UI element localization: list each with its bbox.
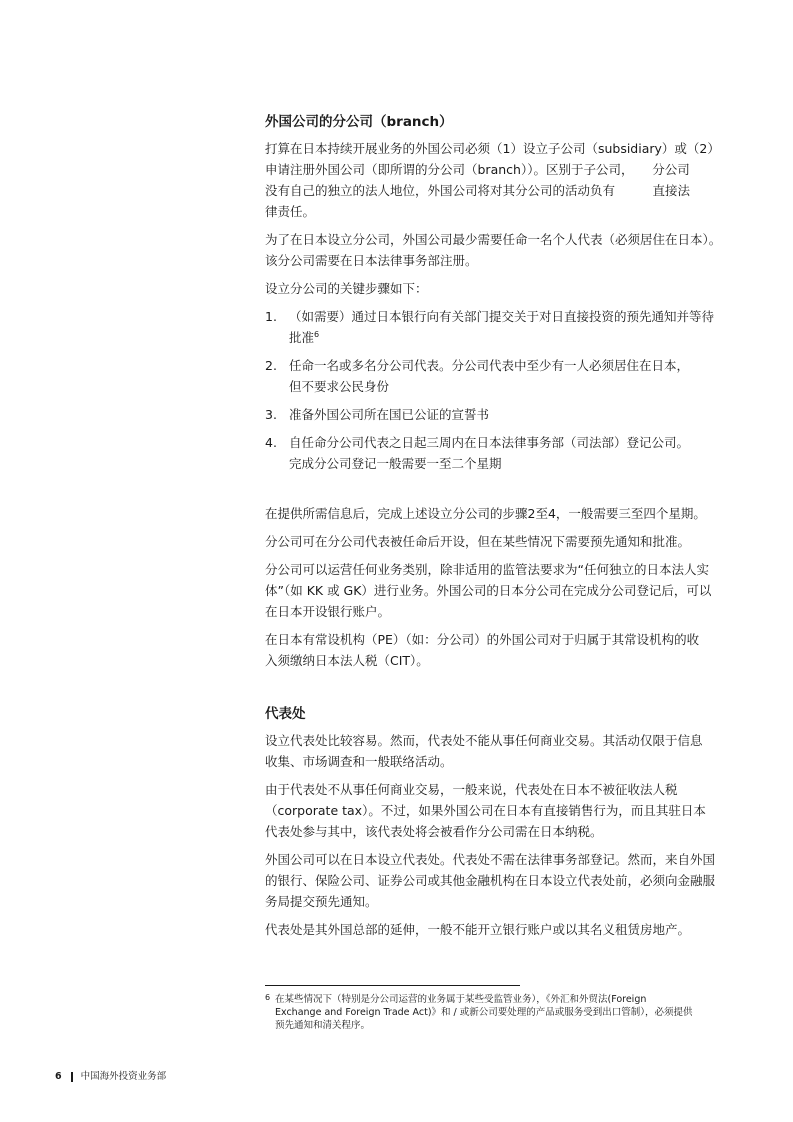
text-line: 自任命分公司代表之日起三周内在日本法律事务部（司法部）登记公司。	[289, 435, 690, 450]
page-number: 6	[55, 1071, 62, 1082]
text-line: （corporate tax）。不过，如果外国公司在日本有直接销售行为，而且其驻日本	[265, 803, 706, 818]
text-line: 在日本开设银行账户。	[265, 604, 391, 619]
rep-office-paragraph-1	[265, 730, 755, 772]
text-line: 设立代表处比较容易。然而，代表处不能从事任何商业交易。其活动仅限于信息	[265, 733, 703, 748]
text-line: 收集、市场调查和一般联络活动。	[265, 754, 453, 769]
branch-paragraph-2	[265, 229, 755, 271]
footnote-reference[interactable]: 6	[314, 329, 320, 339]
text-line: 外国公司可以在日本设立代表处。代表处不需在法律事务部登记。然而，来自外国	[265, 852, 716, 867]
list-number: 3.	[265, 407, 277, 422]
branch-heading: 外国公司的分公司（branch）	[265, 114, 453, 130]
text-line: 的银行、保险公司、证券公司或其他金融机构在日本设立代表处前，必须向金融服	[265, 873, 716, 888]
footnote-text	[265, 993, 745, 1032]
footer-separator	[71, 1072, 73, 1082]
text-line: 务局提交预先通知。	[265, 894, 378, 909]
text-line: 打算在日本持续开展业务的外国公司必须（1）设立子公司（subsidiary）或（2）	[265, 141, 720, 156]
list-item	[265, 355, 755, 397]
spacer	[265, 483, 755, 503]
branch-paragraph-1	[265, 138, 755, 222]
list-item	[265, 306, 755, 348]
text-line: 由于代表处不从事任何商业交易，一般来说，代表处在日本不被征收法人税	[265, 782, 678, 797]
text-line: 为了在日本设立分公司，外国公司最少需要任命一名个人代表（必须居住在日本）。	[265, 232, 722, 247]
footnote	[265, 993, 745, 1032]
rep-office-paragraph-4: 代表处是其外国总部的延伸，一般不能开立银行账户或以其名义租赁房地产。	[265, 922, 691, 937]
page-footer	[55, 1071, 166, 1083]
text-line: 在日本有常设机构（PE）（如：分公司）的外国公司对于归属于其常设机构的收	[265, 632, 700, 647]
list-number: 1.	[265, 309, 277, 324]
rep-office-paragraph-3	[265, 849, 755, 912]
main-content	[265, 112, 755, 947]
text-line: 准备外国公司所在国已公证的宣誓书	[289, 407, 490, 422]
text-line: 预先通知和清关程序。	[275, 1020, 371, 1031]
branch-paragraph-5: 分公司可在分公司代表被任命后开设，但在某些情况下需要预先通知和批准。	[265, 534, 691, 549]
text-line: 代表处参与其中，该代表处将会被看作分公司需在日本纳税。	[265, 824, 603, 839]
text-line: 申请注册外国公司（即所谓的分公司（branch））。区别于子公司， 分公司	[265, 162, 690, 177]
footnote-mark: 6	[265, 993, 271, 1002]
text-line: 该分公司需要在日本法律事务部注册。	[265, 253, 478, 268]
text-line: 完成分公司登记一般需要一至二个星期	[289, 456, 502, 471]
text-line: 但不要求公民身份	[289, 379, 390, 394]
list-number: 2.	[265, 358, 277, 373]
text-line	[289, 327, 755, 348]
spacer	[265, 678, 755, 704]
branch-paragraph-3: 设立分公司的关键步骤如下：	[265, 281, 428, 296]
rep-office-heading: 代表处	[265, 706, 306, 722]
footnote-divider	[265, 985, 520, 986]
branch-steps-list	[265, 306, 755, 474]
text-line: （如需要）通过日本银行向有关部门提交关于对日直接投资的预先通知并等待	[289, 309, 715, 324]
text-line: Exchange and Foreign Trade Act)》和 / 或新公司要处理的产品或服务受到出口管制），必须提供	[275, 1007, 693, 1018]
text-line: 律责任。	[265, 204, 316, 219]
text-fragment: 批准	[289, 330, 315, 345]
list-item	[265, 404, 755, 425]
list-item	[265, 432, 755, 474]
list-number: 4.	[265, 435, 277, 450]
branch-paragraph-4: 在提供所需信息后，完成上述设立分公司的步骤2至4，一般需要三至四个星期。	[265, 506, 706, 521]
branch-paragraph-7	[265, 629, 755, 671]
footer-department: 中国海外投资业务部	[80, 1071, 167, 1082]
text-line: 分公司可以运营任何业务类别，除非适用的监管法要求为“任何独立的日本法人实	[265, 562, 709, 577]
text-line: 任命一名或多名分公司代表。分公司代表中至少有一人必须居住在日本，	[289, 358, 690, 373]
text-line: 入须缴纳日本法人税（CIT）。	[265, 653, 429, 668]
rep-office-paragraph-2	[265, 779, 755, 842]
branch-paragraph-6	[265, 559, 755, 622]
text-line: 没有自己的独立的法人地位，外国公司将对其分公司的活动负有 直接法	[265, 183, 691, 198]
text-line: 在某些情况下（特别是分公司运营的业务属于某些受监管业务），《外汇和外贸法(Foreign	[275, 994, 647, 1005]
text-line: 体”（如 KK 或 GK）进行业务。外国公司的日本分公司在完成分公司登记后，可以	[265, 583, 712, 598]
